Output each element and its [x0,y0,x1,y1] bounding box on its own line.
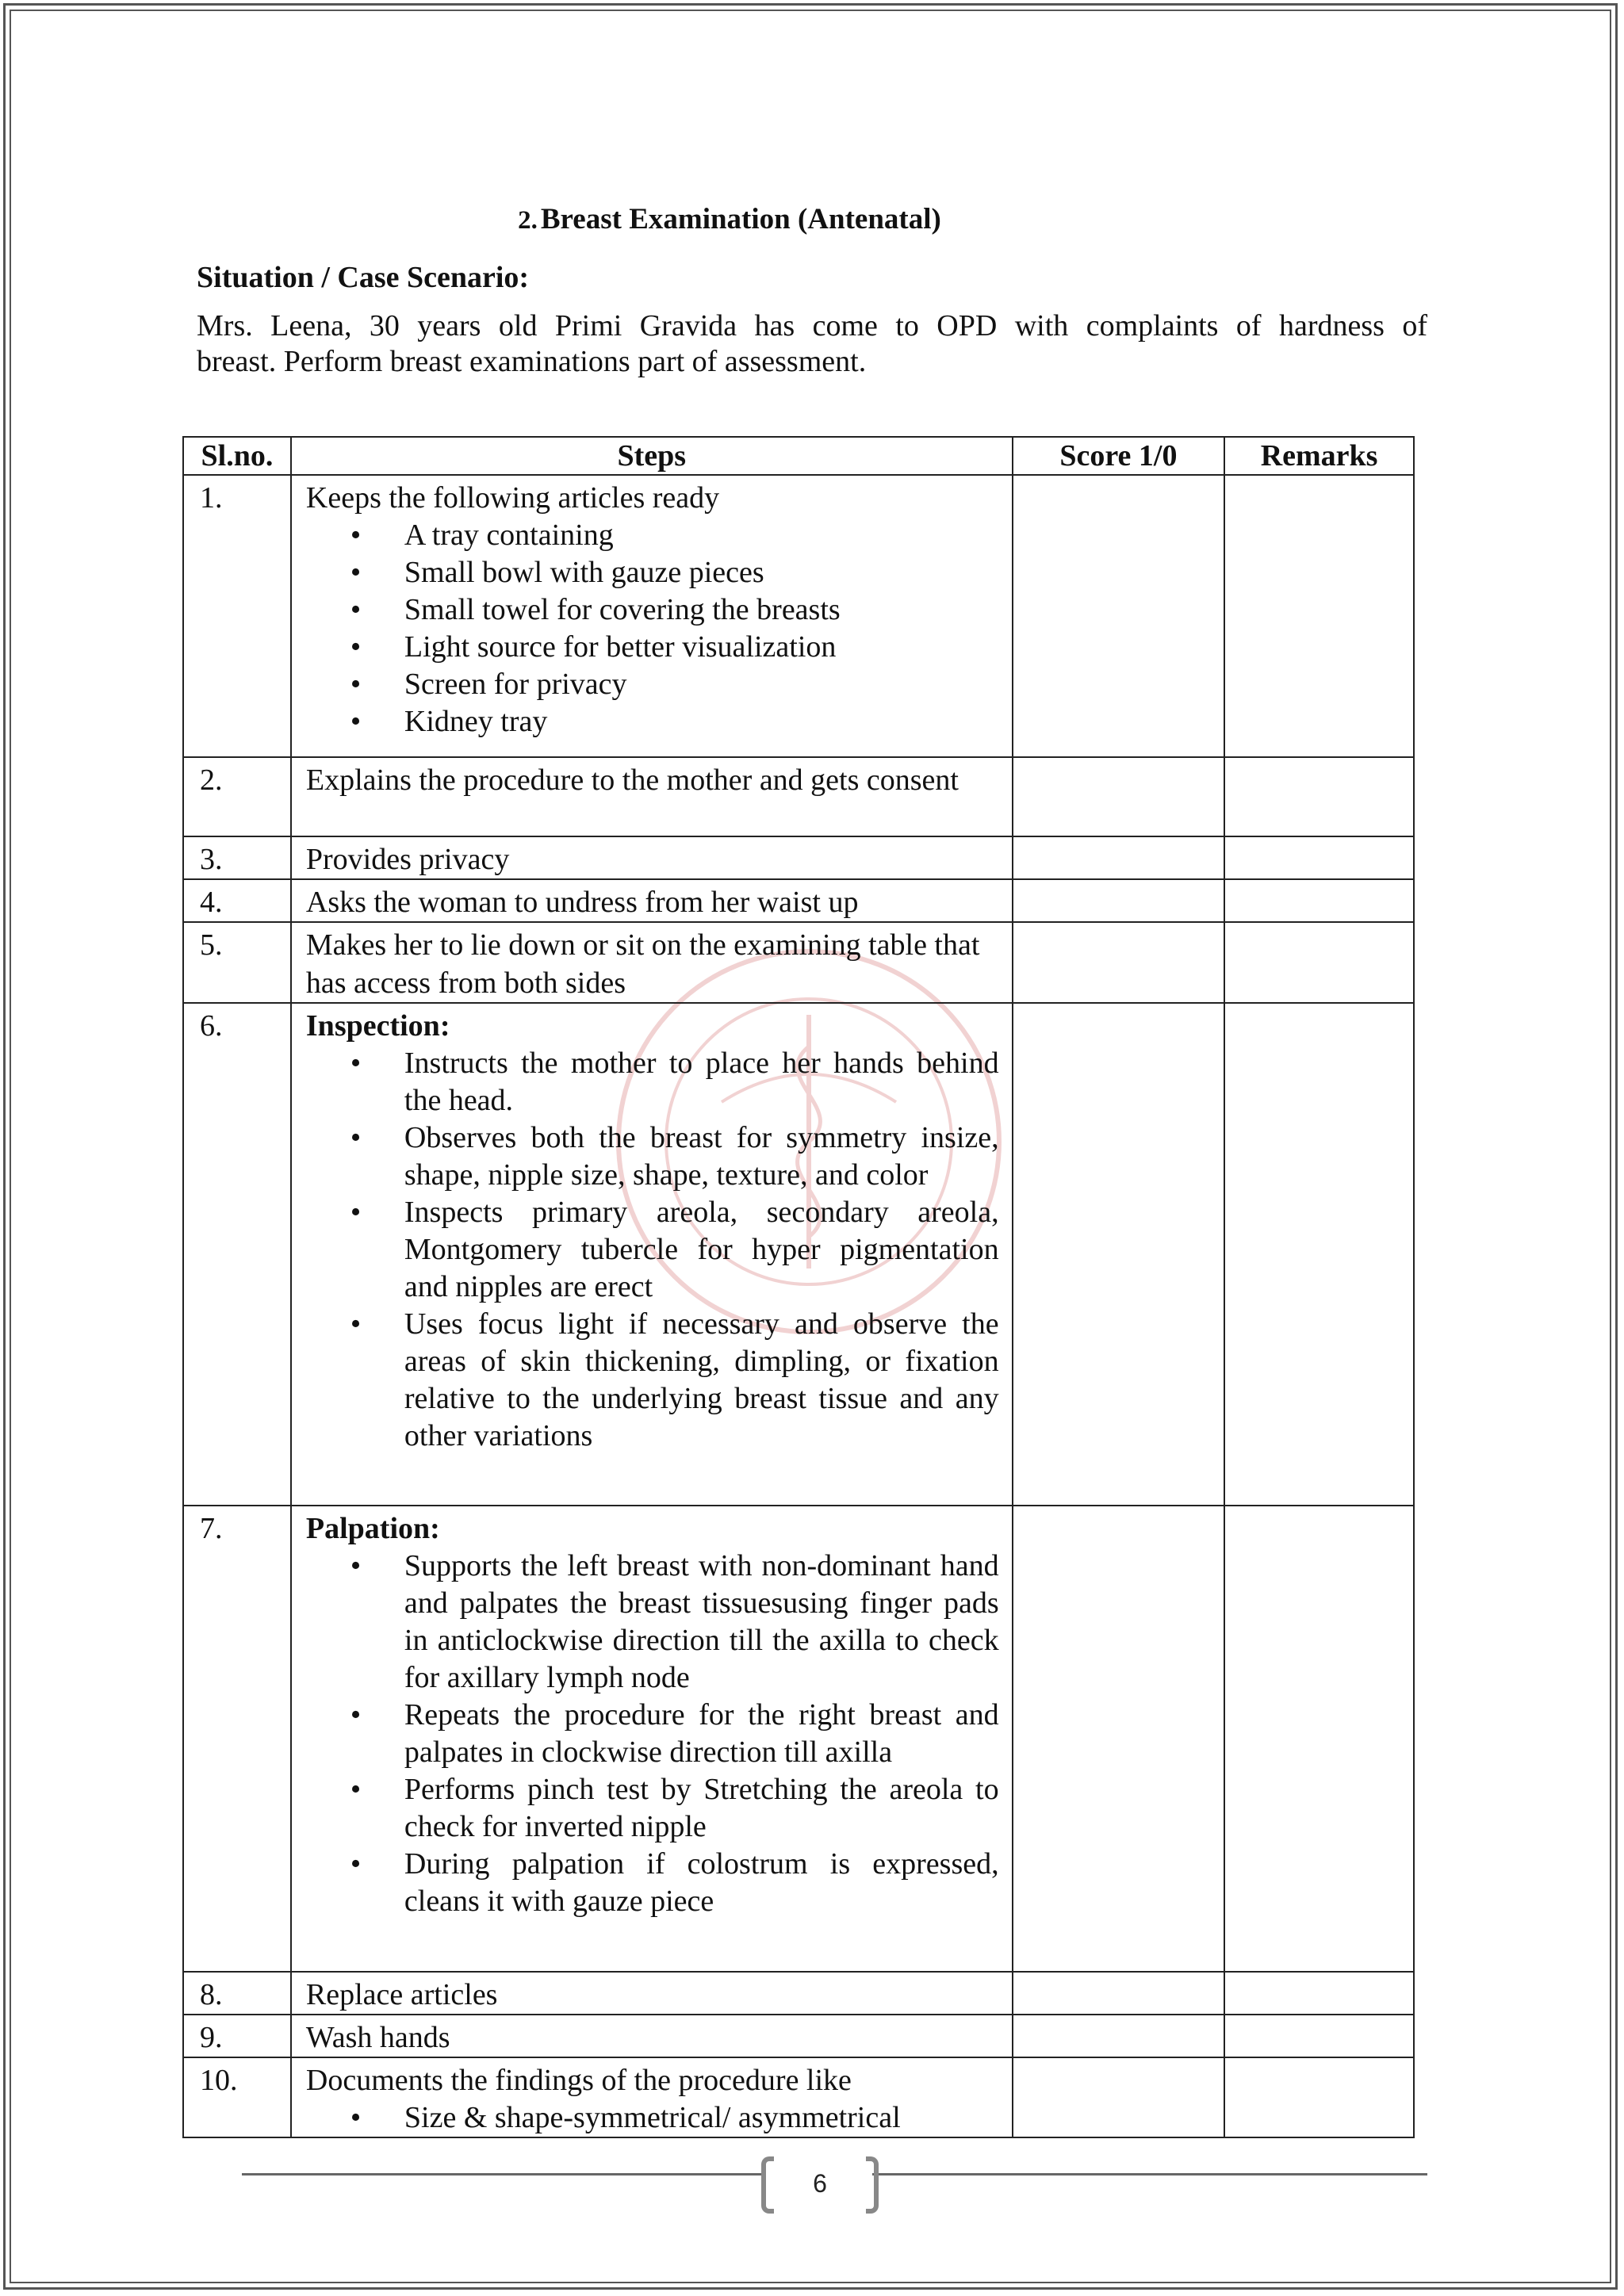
header-steps: Steps [291,437,1013,475]
remarks-cell[interactable] [1224,836,1414,879]
row-step [291,1972,1013,2015]
step-title: Inspection: [305,1009,450,1043]
row-number: 8. [183,1972,291,2015]
score-cell[interactable] [1013,2015,1225,2057]
row-number: 3. [183,836,291,879]
table-row [183,879,1414,922]
score-cell[interactable] [1013,1506,1225,1972]
remarks-cell[interactable] [1224,2015,1414,2057]
row-number: 2. [183,757,291,836]
list-item: • Supports the left breast with non-dominant hand and palpates the breast tissuesusing finger pads in anticlockwise direction till the axilla to check for axillary lymph node [404,1548,999,1697]
step-item-list [306,1548,999,1920]
row-number: 6. [183,1003,291,1506]
score-cell[interactable] [1013,836,1225,879]
step-title: Palpation: [305,1512,440,1545]
header-remarks: Remarks [1224,437,1414,475]
remarks-cell[interactable] [1224,757,1414,836]
checklist-table [182,436,1415,2138]
row-step [291,836,1013,879]
row-number: 9. [183,2015,291,2057]
header-slno: Sl.no. [183,437,291,475]
score-cell[interactable] [1013,922,1225,1003]
scenario-text [197,308,1427,380]
table-row [183,1506,1414,1972]
step-item-list [306,2099,999,2137]
footer-rule-right [872,2173,1427,2175]
step-title: Provides privacy [305,843,510,876]
score-cell[interactable] [1013,879,1225,922]
row-number: 5. [183,922,291,1003]
remarks-cell[interactable] [1224,475,1414,757]
step-item-list [306,1045,999,1455]
remarks-cell[interactable] [1224,922,1414,1003]
remarks-cell[interactable] [1224,2057,1414,2137]
section-heading [0,202,1459,236]
list-item: • Observes both the breast for symmetry insize, shape, nipple size, shape, texture, and color [404,1119,999,1194]
list-item: • Instructs the mother to place her hands behind the head. [404,1045,999,1119]
score-cell[interactable] [1013,1972,1225,2015]
row-step [291,879,1013,922]
section-number: 2. [518,206,538,235]
list-item: • Small towel for covering the breasts [404,591,999,629]
list-item: • During palpation if colostrum is expressed, cleans it with gauze piece [404,1846,999,1920]
scenario-line-2: breast. Perform breast examinations part of assessment. [197,345,867,378]
page-number-bracket-left [761,2156,774,2214]
row-step [291,1003,1013,1506]
list-item: • Repeats the procedure for the right breast and palpates in clockwise direction till axilla [404,1697,999,1771]
header-score: Score 1/0 [1013,437,1225,475]
remarks-cell[interactable] [1224,1972,1414,2015]
footer-rule-left [242,2173,761,2175]
step-title: Documents the findings of the procedure like [305,2064,852,2097]
score-cell[interactable] [1013,475,1225,757]
page-number-bracket-right [866,2156,879,2214]
page-number: 6 [813,2169,827,2198]
remarks-cell[interactable] [1224,1506,1414,1972]
table-row [183,922,1414,1003]
list-item: • Size & shape-symmetrical/ asymmetrical [404,2099,999,2137]
section-title: Breast Examination (Antenatal) [540,203,941,235]
row-number: 7. [183,1506,291,1972]
row-step [291,2057,1013,2137]
list-item: • A tray containing [404,517,999,554]
list-item: • Light source for better visualization [404,629,999,666]
step-title: Keeps the following articles ready [305,481,720,515]
row-step [291,1506,1013,1972]
row-step [291,2015,1013,2057]
step-title: Wash hands [305,2021,450,2054]
step-item-list [306,517,999,740]
row-number: 1. [183,475,291,757]
list-item: • Screen for privacy [404,666,999,703]
remarks-cell[interactable] [1224,1003,1414,1506]
list-item: • Inspects primary areola, secondary areola, Montgomery tubercle for hyper pigmentation and nipples are erect [404,1194,999,1306]
table-row [183,2015,1414,2057]
table-row [183,1972,1414,2015]
score-cell[interactable] [1013,2057,1225,2137]
row-number: 10. [183,2057,291,2137]
score-cell[interactable] [1013,1003,1225,1506]
list-item: • Uses focus light if necessary and observe the areas of skin thickening, dimpling, or fixation relative to the underlying breast tissue and any other variations [404,1306,999,1455]
table-row [183,757,1414,836]
step-title: Asks the woman to undress from her waist up [305,886,859,919]
row-step [291,757,1013,836]
list-item: • Kidney tray [404,703,999,740]
score-cell[interactable] [1013,757,1225,836]
step-title: Replace articles [305,1978,498,2011]
table-header-row [183,437,1414,475]
remarks-cell[interactable] [1224,879,1414,922]
row-step [291,475,1013,757]
list-item: • Performs pinch test by Stretching the areola to check for inverted nipple [404,1771,999,1846]
step-title: Makes her to lie down or sit on the examining table that has access from both sides [305,928,980,1000]
row-step [291,922,1013,1003]
table-row [183,836,1414,879]
list-item: • Small bowl with gauze pieces [404,554,999,591]
table-row [183,475,1414,757]
table-row [183,1003,1414,1506]
scenario-line-1: Mrs. Leena, 30 years old Primi Gravida has come to OPD with complaints of hardness of [197,309,1427,342]
situation-label: Situation / Case Scenario: [197,261,530,294]
row-number: 4. [183,879,291,922]
step-title: Explains the procedure to the mother and gets consent [305,763,959,797]
table-row [183,2057,1414,2137]
